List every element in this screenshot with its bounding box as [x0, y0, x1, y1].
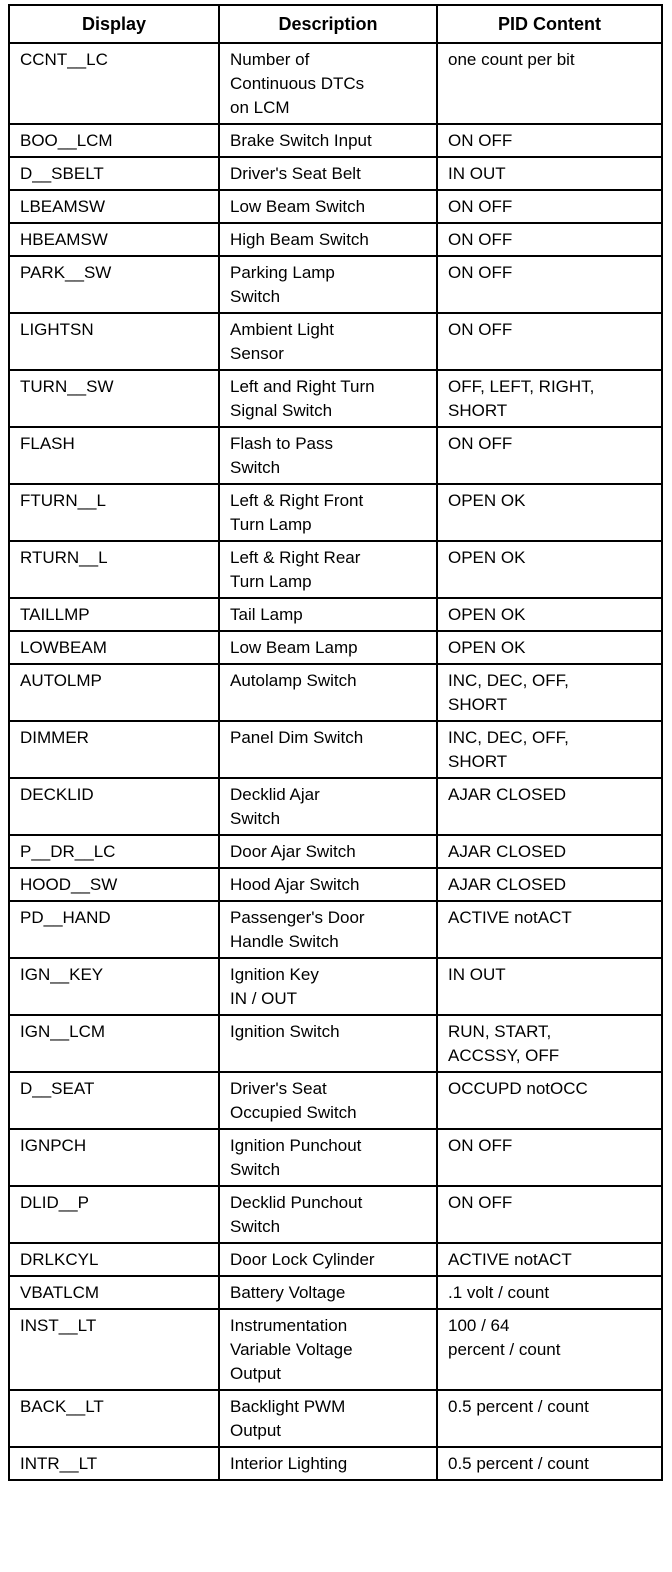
display-cell: BOO__LCM	[9, 124, 219, 157]
description-cell: Passenger's Door Handle Switch	[219, 901, 437, 958]
description-cell: Low Beam Lamp	[219, 631, 437, 664]
display-cell: LBEAMSW	[9, 190, 219, 223]
header-description: Description	[219, 5, 437, 43]
display-cell: D__SEAT	[9, 1072, 219, 1129]
description-cell: Backlight PWM Output	[219, 1390, 437, 1447]
description-cell: Hood Ajar Switch	[219, 868, 437, 901]
table-row	[9, 427, 662, 484]
display-cell: HBEAMSW	[9, 223, 219, 256]
table-row	[9, 958, 662, 1015]
display-cell: D__SBELT	[9, 157, 219, 190]
table-row	[9, 1309, 662, 1390]
table-row	[9, 631, 662, 664]
pid-content-cell: ON OFF	[437, 1129, 662, 1186]
pid-content-cell: OCCUPD notOCC	[437, 1072, 662, 1129]
display-cell: FLASH	[9, 427, 219, 484]
table-row	[9, 541, 662, 598]
table-row	[9, 484, 662, 541]
pid-content-cell: AJAR CLOSED	[437, 778, 662, 835]
description-cell: Decklid Punchout Switch	[219, 1186, 437, 1243]
display-cell: DRLKCYL	[9, 1243, 219, 1276]
display-cell: BACK__LT	[9, 1390, 219, 1447]
pid-content-cell: ACTIVE notACT	[437, 901, 662, 958]
table-row	[9, 223, 662, 256]
pid-content-cell: OPEN OK	[437, 598, 662, 631]
display-cell: IGN__LCM	[9, 1015, 219, 1072]
description-cell: Low Beam Switch	[219, 190, 437, 223]
description-cell: Ambient Light Sensor	[219, 313, 437, 370]
pid-content-cell: IN OUT	[437, 157, 662, 190]
description-cell: Ignition Switch	[219, 1015, 437, 1072]
table-row	[9, 1276, 662, 1309]
description-cell: Battery Voltage	[219, 1276, 437, 1309]
description-cell: High Beam Switch	[219, 223, 437, 256]
pid-content-cell: ON OFF	[437, 124, 662, 157]
description-cell: Flash to Pass Switch	[219, 427, 437, 484]
display-cell: IGN__KEY	[9, 958, 219, 1015]
table-row	[9, 1129, 662, 1186]
pid-content-cell: IN OUT	[437, 958, 662, 1015]
pid-content-cell: one count per bit	[437, 43, 662, 124]
pid-content-cell: INC, DEC, OFF, SHORT	[437, 721, 662, 778]
display-cell: FTURN__L	[9, 484, 219, 541]
table-row	[9, 835, 662, 868]
description-cell: Parking Lamp Switch	[219, 256, 437, 313]
display-cell: AUTOLMP	[9, 664, 219, 721]
table-row	[9, 1072, 662, 1129]
display-cell: VBATLCM	[9, 1276, 219, 1309]
pid-content-cell: RUN, START, ACCSSY, OFF	[437, 1015, 662, 1072]
description-cell: Door Lock Cylinder	[219, 1243, 437, 1276]
table-row	[9, 124, 662, 157]
description-cell: Decklid Ajar Switch	[219, 778, 437, 835]
table-row	[9, 1186, 662, 1243]
pid-content-cell: 0.5 percent / count	[437, 1390, 662, 1447]
description-cell: Panel Dim Switch	[219, 721, 437, 778]
table-row	[9, 370, 662, 427]
header-pid-content: PID Content	[437, 5, 662, 43]
pid-content-cell: ON OFF	[437, 223, 662, 256]
pid-content-cell: AJAR CLOSED	[437, 868, 662, 901]
table-row	[9, 1243, 662, 1276]
table-row	[9, 43, 662, 124]
display-cell: INTR__LT	[9, 1447, 219, 1480]
description-cell: Driver's Seat Occupied Switch	[219, 1072, 437, 1129]
pid-content-cell: OPEN OK	[437, 484, 662, 541]
display-cell: P__DR__LC	[9, 835, 219, 868]
display-cell: DLID__P	[9, 1186, 219, 1243]
description-cell: Ignition Key IN / OUT	[219, 958, 437, 1015]
table-row	[9, 313, 662, 370]
pid-content-cell: 0.5 percent / count	[437, 1447, 662, 1480]
pid-content-cell: INC, DEC, OFF, SHORT	[437, 664, 662, 721]
table-row	[9, 256, 662, 313]
display-cell: HOOD__SW	[9, 868, 219, 901]
table-row	[9, 190, 662, 223]
table-row	[9, 1015, 662, 1072]
display-cell: RTURN__L	[9, 541, 219, 598]
display-cell: DECKLID	[9, 778, 219, 835]
description-cell: Number of Continuous DTCs on LCM	[219, 43, 437, 124]
display-cell: PARK__SW	[9, 256, 219, 313]
description-cell: Ignition Punchout Switch	[219, 1129, 437, 1186]
pid-content-cell: ON OFF	[437, 256, 662, 313]
pid-content-cell: ACTIVE notACT	[437, 1243, 662, 1276]
table-row	[9, 901, 662, 958]
display-cell: TAILLMP	[9, 598, 219, 631]
description-cell: Interior Lighting	[219, 1447, 437, 1480]
display-cell: CCNT__LC	[9, 43, 219, 124]
description-cell: Tail Lamp	[219, 598, 437, 631]
display-cell: TURN__SW	[9, 370, 219, 427]
display-cell: IGNPCH	[9, 1129, 219, 1186]
table-row	[9, 868, 662, 901]
description-cell: Instrumentation Variable Voltage Output	[219, 1309, 437, 1390]
table-row	[9, 778, 662, 835]
pid-content-cell: 100 / 64 percent / count	[437, 1309, 662, 1390]
header-row	[9, 5, 662, 43]
table-row	[9, 1447, 662, 1480]
pid-content-cell: .1 volt / count	[437, 1276, 662, 1309]
pid-content-cell: AJAR CLOSED	[437, 835, 662, 868]
display-cell: PD__HAND	[9, 901, 219, 958]
display-cell: INST__LT	[9, 1309, 219, 1390]
pid-content-cell: OFF, LEFT, RIGHT, SHORT	[437, 370, 662, 427]
pid-content-cell: OPEN OK	[437, 541, 662, 598]
pid-table	[8, 4, 663, 1481]
description-cell: Left & Right Rear Turn Lamp	[219, 541, 437, 598]
table-row	[9, 1390, 662, 1447]
table-row	[9, 721, 662, 778]
pid-content-cell: ON OFF	[437, 313, 662, 370]
description-cell: Autolamp Switch	[219, 664, 437, 721]
display-cell: LOWBEAM	[9, 631, 219, 664]
pid-content-cell: OPEN OK	[437, 631, 662, 664]
description-cell: Door Ajar Switch	[219, 835, 437, 868]
description-cell: Brake Switch Input	[219, 124, 437, 157]
display-cell: DIMMER	[9, 721, 219, 778]
display-cell: LIGHTSN	[9, 313, 219, 370]
table-row	[9, 598, 662, 631]
pid-content-cell: ON OFF	[437, 1186, 662, 1243]
table-row	[9, 157, 662, 190]
header-display: Display	[9, 5, 219, 43]
description-cell: Driver's Seat Belt	[219, 157, 437, 190]
pid-content-cell: ON OFF	[437, 427, 662, 484]
description-cell: Left and Right Turn Signal Switch	[219, 370, 437, 427]
pid-content-cell: ON OFF	[437, 190, 662, 223]
description-cell: Left & Right Front Turn Lamp	[219, 484, 437, 541]
table-row	[9, 664, 662, 721]
